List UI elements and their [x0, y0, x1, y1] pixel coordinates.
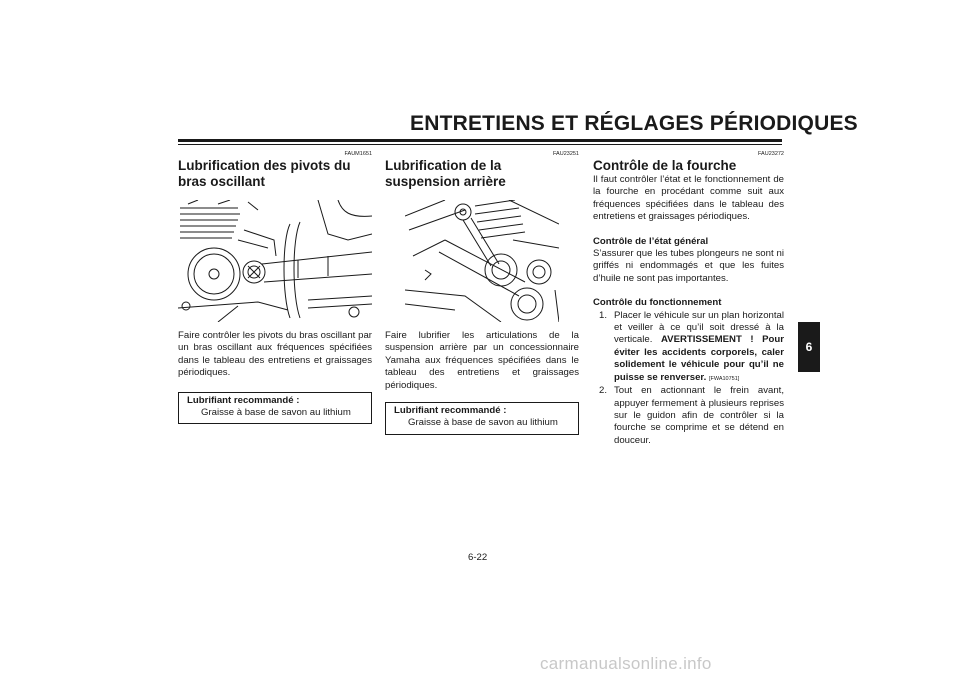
- section-title: Lubrification des pivots du bras oscillant: [178, 158, 351, 189]
- section-title: Contrôle de la fourche: [593, 158, 737, 173]
- page-header-title: ENTRETIENS ET RÉGLAGES PÉRIODIQUES: [410, 112, 858, 135]
- subheading-general: Contrôle de l’état général: [593, 235, 709, 247]
- step-item: [593, 385, 784, 447]
- watermark: carmanualsonline.info: [540, 654, 712, 673]
- rear-suspension-illustration: [405, 200, 559, 322]
- section-code: FAU23251: [553, 151, 579, 157]
- steps-list: [593, 310, 784, 447]
- lubricant-box: [385, 402, 579, 435]
- subheading-general-body: S’assurer que les tubes plongeurs ne sont ni griffés ni endommagés et que les fuites d’huile ne sont pas importantes.: [593, 248, 784, 284]
- section-code: FAU23272: [758, 151, 784, 157]
- column-rear-suspension: [385, 150, 579, 435]
- step-number: 2.: [599, 385, 608, 397]
- subheading-operation: Contrôle du fonctionnement: [593, 297, 722, 309]
- column-fork-check: [593, 150, 784, 447]
- section-body: Faire contrôler les pivots du bras oscillant par un bras oscillant aux fréquences spécifiées dans le tableau des entretiens et graissages périodiques.: [178, 330, 372, 379]
- step-item: [593, 310, 784, 385]
- header-rule-thick: [178, 139, 782, 142]
- header-rule-thin: [178, 144, 782, 145]
- lubricant-value: Graisse à base de savon au lithium: [201, 407, 351, 419]
- chapter-tab: 6: [798, 322, 820, 372]
- lubricant-value: Graisse à base de savon au lithium: [408, 417, 558, 429]
- lubricant-box: [178, 392, 372, 425]
- warning-code: [FWA10751]: [708, 375, 740, 382]
- page-number: 6-22: [468, 552, 488, 563]
- section-intro: Il faut contrôler l’état et le fonctionnement de la fourche en procédant comme suit aux fréquences spécifiées dans le tableau des entretiens et graissages périodiques.: [593, 174, 784, 223]
- step-text: Placer le véhicule sur un plan horizontal et veiller à ce qu’il soit dressé à la verticale.: [614, 309, 784, 346]
- section-title: Lubrification de la suspension arrière: [385, 158, 506, 189]
- section-body: Faire lubrifier les articulations de la suspension arrière par un concessionnaire Yamaha aux fréquences spécifiées dans le tableau des entretiens et graissages périodiques.: [385, 330, 579, 391]
- step-text: Tout en actionnant le frein avant, appuyer fermement à plusieurs reprises sur le guidon afin de contrôler si la fourche se comprime et se détend en douceur.: [614, 385, 784, 446]
- lubricant-label: Lubrifiant recommandé :: [394, 405, 507, 417]
- swingarm-pivot-illustration: [178, 200, 372, 322]
- column-swingarm: [178, 150, 372, 424]
- section-code: FAUM1651: [344, 151, 372, 157]
- step-number: 1.: [599, 309, 608, 321]
- lubricant-label: Lubrifiant recommandé :: [187, 394, 300, 406]
- step-warning: AVERTISSEMENT ! Pour éviter les accidents corporels, caler solidement le véhicule pour qu’il ne puisse se renverser.: [614, 334, 784, 383]
